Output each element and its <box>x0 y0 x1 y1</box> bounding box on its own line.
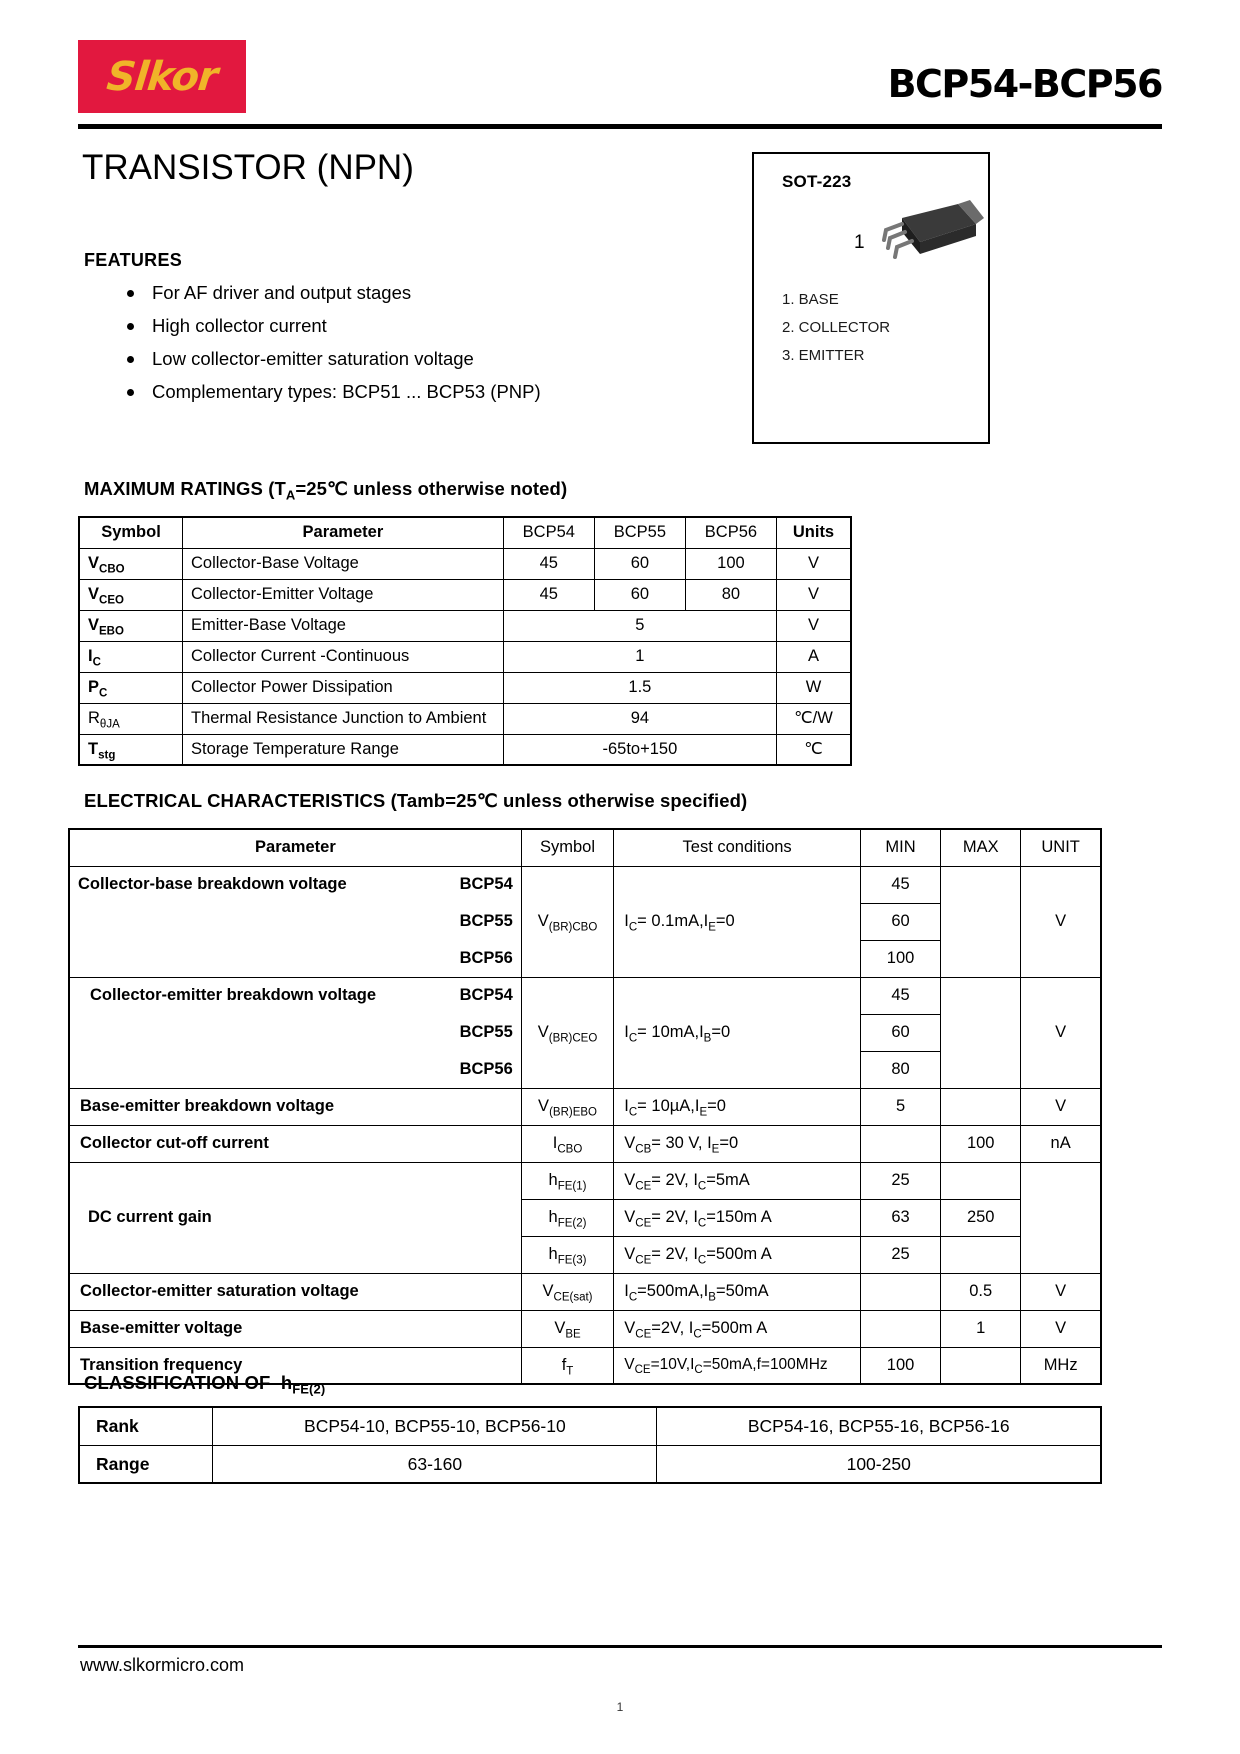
cell-units: ℃ <box>776 734 851 765</box>
table-row <box>69 1273 1101 1310</box>
cell-min: 100 <box>860 1347 940 1384</box>
table-row <box>79 548 851 579</box>
max-ratings-heading-sub: A <box>285 487 296 503</box>
cell-parameter: Collector-emitter saturation voltage <box>69 1273 521 1310</box>
param-device: BCP55 <box>459 912 513 931</box>
cell-unit: V <box>1021 1310 1101 1347</box>
table-header-row <box>79 517 851 548</box>
col-parameter: Parameter <box>182 517 503 548</box>
cell-units: V <box>776 610 851 641</box>
cell-parameter <box>69 1014 521 1051</box>
cell-test <box>614 940 861 977</box>
cell-units: V <box>776 548 851 579</box>
cell-max: 250 <box>941 1199 1021 1236</box>
cell-parameter <box>69 1051 521 1088</box>
cell-unit: V <box>1021 977 1101 1088</box>
cell-value: 1.5 <box>503 672 776 703</box>
cell-parameter <box>69 866 521 903</box>
col-test-conditions: Test conditions <box>614 829 861 866</box>
cell-bcp54: 45 <box>503 579 594 610</box>
feature-text: High collector current <box>152 315 327 336</box>
part-number-title: BCP54-BCP56 <box>887 62 1162 106</box>
pin-legend-item: 1. BASE <box>782 291 839 308</box>
cell-bcp55: 60 <box>594 579 685 610</box>
cell-min: 80 <box>860 1051 940 1088</box>
cell-symbol: $h_{FE(2)}$ <box>521 1199 614 1236</box>
logo-text: Slkor <box>104 53 220 100</box>
col-symbol: Symbol <box>521 829 614 866</box>
cell-unit: nA <box>1021 1125 1101 1162</box>
table-header-row <box>69 829 1101 866</box>
table-row <box>69 1088 1101 1125</box>
cell-max: 100 <box>941 1125 1021 1162</box>
cell-min: 45 <box>860 977 940 1014</box>
pin-legend <box>782 286 890 370</box>
cell-min <box>860 1273 940 1310</box>
electrical-characteristics-table <box>68 828 1102 1385</box>
feature-text: Complementary types: BCP51 ... BCP53 (PNP) <box>152 381 541 402</box>
cell-parameter: Base-emitter voltage <box>69 1310 521 1347</box>
cell-symbol <box>521 1051 614 1088</box>
pin-legend-item: 3. EMITTER <box>782 347 865 364</box>
cell-bcp56: 100 <box>685 548 776 579</box>
cell-units: V <box>776 579 851 610</box>
cell-max: 0.5 <box>941 1273 1021 1310</box>
cell-test: $V_{CB}= 30$ V, $I_E=0$ <box>614 1125 861 1162</box>
cell-max <box>941 1347 1021 1384</box>
cell-value: 1 <box>503 641 776 672</box>
cell-symbol <box>521 866 614 903</box>
cell-max <box>941 866 1021 977</box>
cell-value: 94 <box>503 703 776 734</box>
col-parameter: Parameter <box>69 829 521 866</box>
col-symbol: Symbol <box>79 517 182 548</box>
cell-symbol: $V_{(BR)EBO}$ <box>521 1088 614 1125</box>
cell-symbol: $V_{CEO}$ <box>79 579 182 610</box>
cell-min: 25 <box>860 1236 940 1273</box>
cell-parameter: Collector-Emitter Voltage <box>182 579 503 610</box>
max-ratings-heading-prefix: MAXIMUM RATINGS (T <box>84 478 286 499</box>
cell-parameter: Storage Temperature Range <box>182 734 503 765</box>
cell-min: 60 <box>860 1014 940 1051</box>
param-name: Collector-emitter breakdown voltage <box>90 986 377 1005</box>
cell-unit: V <box>1021 1088 1101 1125</box>
param-device: BCP55 <box>459 1023 513 1042</box>
max-ratings-heading-suffix: =25℃ unless otherwise noted) <box>295 478 568 499</box>
bullet-icon <box>127 356 134 363</box>
cell-unit: MHz <box>1021 1347 1101 1384</box>
cell-min: 100 <box>860 940 940 977</box>
table-row <box>79 641 851 672</box>
cell-range-label: Range <box>79 1445 213 1483</box>
features-heading: FEATURES <box>84 250 183 270</box>
cell-parameter: Transition frequency <box>69 1347 521 1384</box>
cell-test: $V_{CE}=2V$, $I_C=500m$ A <box>614 1310 861 1347</box>
cell-symbol: $P_C$ <box>79 672 182 703</box>
cell-min <box>860 1310 940 1347</box>
features-list <box>110 278 730 410</box>
cell-test: $I_C=500mA,I_B=50mA$ <box>614 1273 861 1310</box>
cell-parameter: Collector Power Dissipation <box>182 672 503 703</box>
cell-symbol: $T_{stg}$ <box>79 734 182 765</box>
cell-symbol: $h_{FE(1)}$ <box>521 1162 614 1199</box>
table-row <box>79 610 851 641</box>
cell-test <box>614 1051 861 1088</box>
cell-min: 25 <box>860 1162 940 1199</box>
package-diagram-box <box>752 152 990 444</box>
classification-heading <box>84 1372 326 1397</box>
cell-parameter: Collector cut-off current <box>69 1125 521 1162</box>
header-divider <box>78 124 1162 129</box>
cell-rank-b: BCP54-16, BCP55-16, BCP56-16 <box>657 1407 1101 1445</box>
pin-legend-item: 2. COLLECTOR <box>782 319 891 336</box>
cell-symbol: $V_{CBO}$ <box>79 548 182 579</box>
cell-max <box>941 1162 1021 1199</box>
cell-max <box>941 977 1021 1088</box>
pin-1-marker: 1 <box>854 232 865 253</box>
classification-heading-text: CLASSIFICATION OF <box>84 1372 271 1393</box>
table-row <box>69 1162 1101 1199</box>
cell-symbol <box>521 977 614 1014</box>
package-name: SOT-223 <box>782 172 852 191</box>
maximum-ratings-table <box>78 516 852 766</box>
cell-parameter <box>69 940 521 977</box>
cell-test <box>614 977 861 1014</box>
cell-bcp56: 80 <box>685 579 776 610</box>
cell-max: 1 <box>941 1310 1021 1347</box>
bullet-icon <box>127 290 134 297</box>
classification-heading-symbol-sub: FE(2) <box>292 1381 326 1397</box>
slkor-logo <box>78 40 246 113</box>
cell-unit: V <box>1021 866 1101 977</box>
page-number: 1 <box>616 1700 624 1714</box>
param-device: BCP56 <box>459 1059 513 1078</box>
cell-test: $I_C= 10mA,I_B=0$ <box>614 1014 861 1051</box>
max-ratings-heading <box>84 478 568 503</box>
cell-min <box>860 1125 940 1162</box>
bullet-icon <box>127 323 134 330</box>
param-name: Collector-base breakdown voltage <box>78 875 347 894</box>
cell-min: 45 <box>860 866 940 903</box>
list-item <box>110 344 730 374</box>
cell-units: A <box>776 641 851 672</box>
list-item <box>110 278 730 308</box>
cell-max <box>941 1236 1021 1273</box>
cell-symbol: $V_{BE}$ <box>521 1310 614 1347</box>
param-device: BCP56 <box>459 948 513 967</box>
cell-range-a: 63-160 <box>213 1445 657 1483</box>
param-name: DC current gain <box>88 1208 212 1227</box>
cell-parameter: Emitter-Base Voltage <box>182 610 503 641</box>
col-units: Units <box>776 517 851 548</box>
cell-min: 5 <box>860 1088 940 1125</box>
cell-parameter <box>69 903 521 940</box>
table-row <box>79 1445 1101 1483</box>
col-bcp56: BCP56 <box>685 517 776 548</box>
table-row <box>79 703 851 734</box>
cell-value: 5 <box>503 610 776 641</box>
table-row <box>79 672 851 703</box>
cell-unit: V <box>1021 1273 1101 1310</box>
cell-test: $V_{CE}= 2V$, $I_C=500m$ A <box>614 1236 861 1273</box>
cell-test: $V_{CE}= 2V$, $I_C=150m$ A <box>614 1199 861 1236</box>
cell-test: $V_{CE}= 2V$, $I_C=5mA$ <box>614 1162 861 1199</box>
list-item <box>110 311 730 341</box>
cell-parameter: Collector-Base Voltage <box>182 548 503 579</box>
table-row <box>79 579 851 610</box>
param-device: BCP54 <box>459 986 513 1005</box>
cell-test: $I_C= 10\mu A,I_E=0$ <box>614 1088 861 1125</box>
table-row <box>69 1125 1101 1162</box>
electrical-characteristics-heading: ELECTRICAL CHARACTERISTICS (Tamb=25℃ unless otherwise specified) <box>84 790 748 811</box>
cell-symbol: $f_T$ <box>521 1347 614 1384</box>
classification-table <box>78 1406 1102 1484</box>
cell-symbol: $I_{CBO}$ <box>521 1125 614 1162</box>
table-row <box>69 866 1101 903</box>
cell-symbol: $h_{FE(3)}$ <box>521 1236 614 1273</box>
page-header <box>78 40 1162 125</box>
cell-test: $V_{CE}=10V,I_C=50mA,f=100MHz$ <box>614 1347 861 1384</box>
cell-parameter: Collector Current -Continuous <box>182 641 503 672</box>
footer-divider <box>78 1645 1162 1648</box>
sot223-package-icon <box>872 194 984 284</box>
cell-min: 63 <box>860 1199 940 1236</box>
cell-parameter: Base-emitter breakdown voltage <box>69 1088 521 1125</box>
cell-unit <box>1021 1162 1101 1273</box>
cell-bcp55: 60 <box>594 548 685 579</box>
cell-symbol: $V_{(BR)CEO}$ <box>521 1014 614 1051</box>
cell-test <box>614 866 861 903</box>
table-row <box>69 1310 1101 1347</box>
cell-units: W <box>776 672 851 703</box>
cell-bcp54: 45 <box>503 548 594 579</box>
cell-max <box>941 1088 1021 1125</box>
table-row <box>79 734 851 765</box>
cell-rank-a: BCP54-10, BCP55-10, BCP56-10 <box>213 1407 657 1445</box>
bullet-icon <box>127 389 134 396</box>
cell-units: ℃/W <box>776 703 851 734</box>
param-device: BCP54 <box>459 875 513 894</box>
cell-min: 60 <box>860 903 940 940</box>
feature-text: Low collector-emitter saturation voltage <box>152 348 474 369</box>
cell-parameter <box>69 977 521 1014</box>
feature-text: For AF driver and output stages <box>152 282 412 303</box>
col-bcp54: BCP54 <box>503 517 594 548</box>
footer-url[interactable]: www.slkormicro.com <box>80 1655 245 1675</box>
cell-test: $I_C= 0.1mA,I_E=0$ <box>614 903 861 940</box>
cell-symbol: $I_C$ <box>79 641 182 672</box>
table-row <box>69 977 1101 1014</box>
cell-symbol: $V_{EBO}$ <box>79 610 182 641</box>
cell-symbol: $V_{CE(sat)}$ <box>521 1273 614 1310</box>
col-min: MIN <box>860 829 940 866</box>
cell-range-b: 100-250 <box>657 1445 1101 1483</box>
cell-rank-label: Rank <box>79 1407 213 1445</box>
cell-symbol <box>521 940 614 977</box>
col-unit: UNIT <box>1021 829 1101 866</box>
cell-symbol: $V_{(BR)CBO}$ <box>521 903 614 940</box>
col-max: MAX <box>941 829 1021 866</box>
table-row <box>79 1407 1101 1445</box>
col-bcp55: BCP55 <box>594 517 685 548</box>
page-title: TRANSISTOR (NPN) <box>82 148 414 187</box>
classification-heading-symbol: h <box>280 1372 293 1393</box>
cell-symbol: $R_{\theta JA}$ <box>79 703 182 734</box>
cell-parameter: Thermal Resistance Junction to Ambient <box>182 703 503 734</box>
cell-parameter <box>69 1162 521 1273</box>
cell-value: -65to+150 <box>503 734 776 765</box>
list-item <box>110 377 730 407</box>
